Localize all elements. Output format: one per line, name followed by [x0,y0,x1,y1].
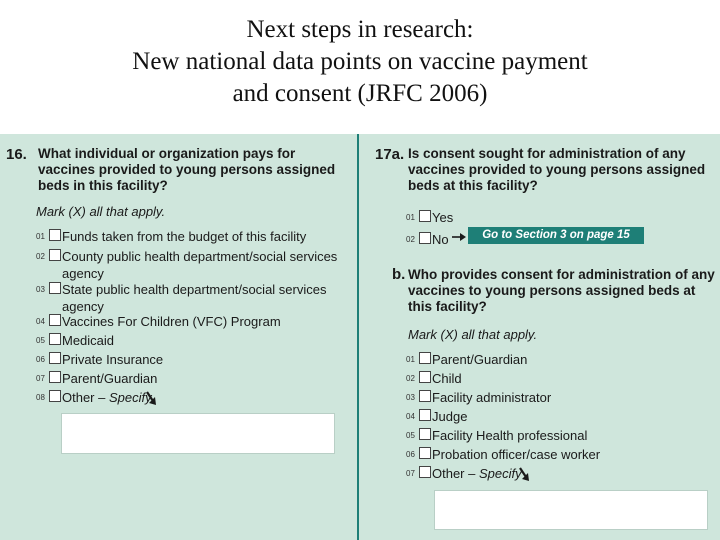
option-label: Judge [432,409,468,424]
option-label-prefix: Other – [432,466,479,481]
option-code: 01 [406,213,415,222]
q16-question-line-1: What individual or organization pays for [38,146,296,161]
option-label: Funds taken from the budget of this facility [62,229,307,244]
checkbox[interactable] [419,390,431,402]
checkbox[interactable] [419,232,431,244]
q17a-question-line-2: vaccines provided to young persons assigned [408,162,706,177]
option-label: Facility Health professional [432,428,588,443]
q17a-question-line-1: Is consent sought for administration of any [408,146,686,161]
option-label-line-2: agency [62,266,104,281]
option-code: 01 [406,355,415,364]
option-label-line-1: State public health department/social services [62,282,327,297]
q16-question [38,146,335,194]
option-label: Private Insurance [62,352,164,367]
option-code: 06 [36,355,45,364]
slide-title [0,14,720,110]
q16-number: 16. [6,146,27,163]
column-divider [357,134,359,540]
option-label: Probation officer/case worker [432,447,601,462]
skip-instruction-badge: Go to Section 3 on page 15 [468,227,644,244]
survey-form-excerpt [0,134,720,540]
q16-question-line-2: vaccines provided to young persons assigned [38,162,336,177]
checkbox[interactable] [419,409,431,421]
option-label-prefix: Other – [62,390,109,405]
checkbox[interactable] [49,282,61,294]
option-label: Vaccines For Children (VFC) Program [62,314,281,329]
specify-label: Specify [478,466,522,481]
option-label [62,248,337,282]
option-label-line-2: agency [62,299,104,314]
q17b-question-line-2: vaccines to young persons assigned beds at [408,283,696,298]
q16-instruction: Mark (X) all that apply. [36,204,166,219]
option-code: 07 [36,374,45,383]
checkbox[interactable] [49,249,61,261]
checkbox[interactable] [419,210,431,222]
arrow-down-right-icon [517,467,531,483]
option-code: 02 [406,235,415,244]
checkbox[interactable] [49,390,61,402]
option-code: 05 [36,336,45,345]
option-code: 02 [36,252,45,261]
arrow-down-right-icon [144,391,158,407]
q17a-question-line-3: beds at this facility? [408,178,538,193]
option-code: 03 [406,393,415,402]
option-code: 08 [36,393,45,402]
checkbox[interactable] [419,466,431,478]
option-label [432,465,522,482]
q17b-number: b. [392,266,406,283]
option-code: 07 [406,469,415,478]
option-label: Parent/Guardian [62,371,158,386]
option-label: Child [432,371,462,386]
q17a-question [408,146,705,194]
option-label: Facility administrator [432,390,552,405]
specify-label: Specify [108,390,152,405]
option-label-line-1: County public health department/social services [62,249,338,264]
checkbox[interactable] [419,371,431,383]
checkbox[interactable] [49,314,61,326]
q17b-instruction: Mark (X) all that apply. [408,327,538,342]
checkbox[interactable] [419,447,431,459]
arrow-right-icon [452,233,466,241]
option-code: 04 [36,317,45,326]
option-label: Yes [432,210,454,225]
checkbox[interactable] [49,333,61,345]
option-code: 01 [36,232,45,241]
q16-other-specify-field[interactable] [61,413,335,454]
q17b-question-line-1: Who provides consent for administration of any [408,267,715,282]
title-line-1: Next steps in research: [246,16,474,43]
q16-question-line-3: beds in this facility? [38,178,168,193]
q17b-question-line-3: this facility? [408,299,487,314]
title-line-3: and consent (JRFC 2006) [232,80,488,107]
q17a-number: 17a. [375,146,405,163]
q17b-other-specify-field[interactable] [434,490,708,530]
option-label [62,281,326,315]
checkbox[interactable] [419,428,431,440]
checkbox[interactable] [49,229,61,241]
title-line-2: New national data points on vaccine payment [132,48,588,75]
option-label: Parent/Guardian [432,352,528,367]
checkbox[interactable] [49,352,61,364]
option-code: 03 [36,285,45,294]
checkbox[interactable] [49,371,61,383]
option-label [62,389,152,406]
option-code: 02 [406,374,415,383]
option-label: Medicaid [62,333,115,348]
option-label: No [432,232,449,247]
option-code: 05 [406,431,415,440]
option-code: 04 [406,412,415,421]
q17b-question [408,267,715,315]
checkbox[interactable] [419,352,431,364]
option-code: 06 [406,450,415,459]
